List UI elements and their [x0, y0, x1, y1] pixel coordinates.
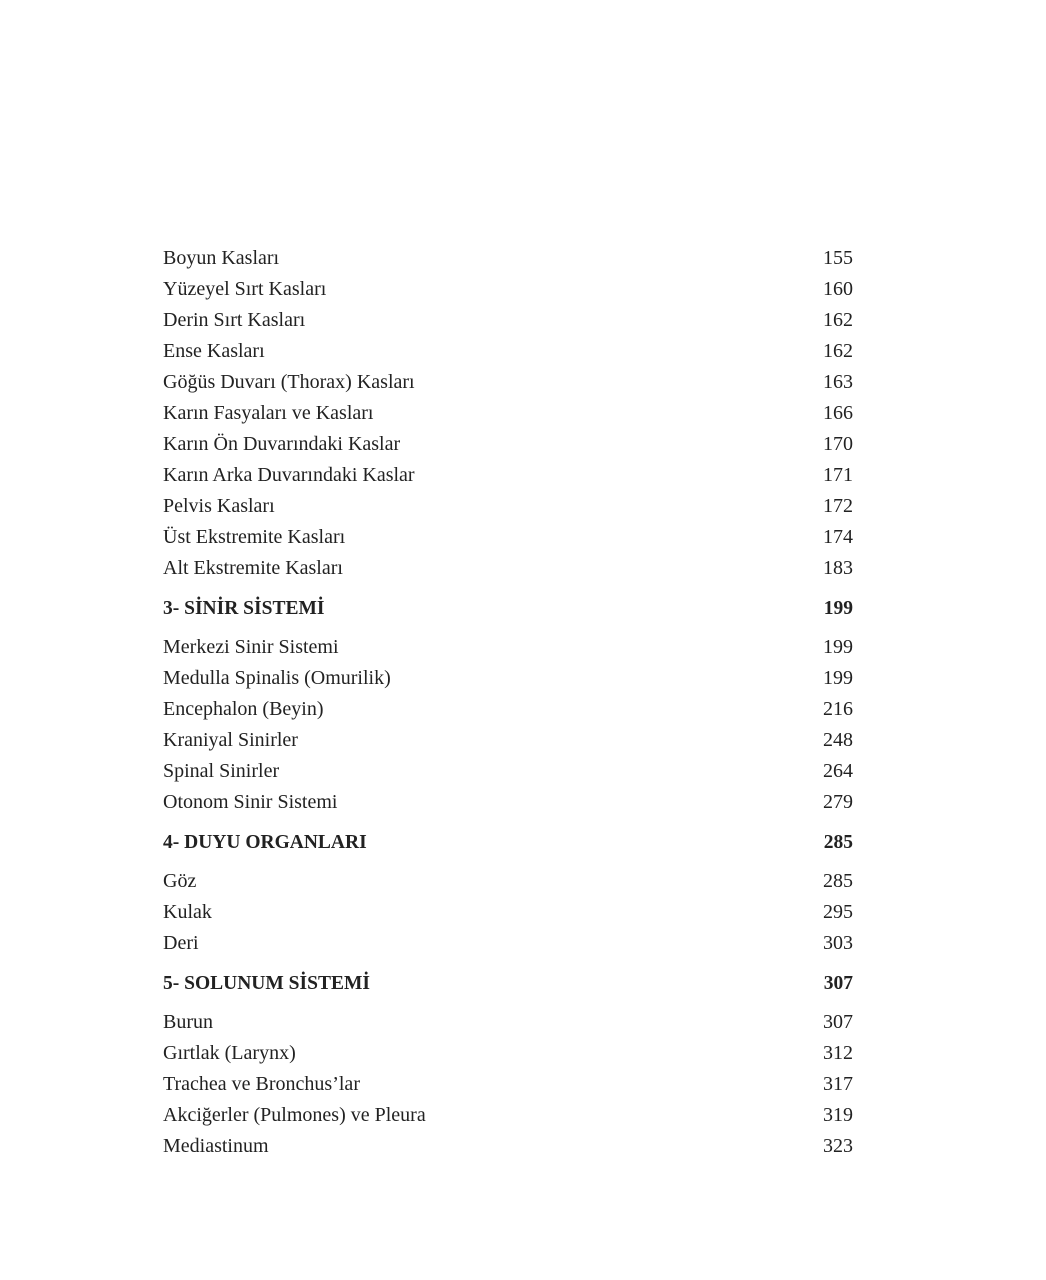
toc-entry-page: 155: [823, 247, 853, 269]
toc-entry: [163, 429, 853, 460]
toc-entry: [163, 725, 853, 756]
toc-entry-page: 323: [823, 1135, 853, 1157]
toc-entry-page: 171: [823, 464, 853, 486]
toc-entry-title: 3- SİNİR SİSTEMİ: [163, 598, 325, 619]
toc-entry: [163, 1038, 853, 1069]
toc-entry: [163, 897, 853, 928]
toc-entry-page: 166: [823, 402, 853, 424]
toc-entry-title: Trachea ve Bronchus’lar: [163, 1073, 360, 1095]
toc-entry-page: 317: [823, 1073, 853, 1095]
toc-entry-title: 5- SOLUNUM SİSTEMİ: [163, 973, 370, 994]
toc-entry-title: 4- DUYU ORGANLARI: [163, 832, 367, 853]
toc-entry-page: 162: [823, 340, 853, 362]
toc-entry: [163, 632, 853, 663]
toc-entry-page: 285: [823, 870, 853, 892]
toc-entry: [163, 274, 853, 305]
toc-entry-title: Encephalon (Beyin): [163, 698, 324, 720]
toc-section-heading: [163, 965, 853, 1003]
toc-entry-title: Spinal Sinirler: [163, 760, 280, 782]
toc-entry-title: Derin Sırt Kasları: [163, 309, 306, 331]
toc-entry-title: Kulak: [163, 901, 212, 923]
toc-entry-page: 312: [823, 1042, 853, 1064]
toc-entry-page: 170: [823, 433, 853, 455]
toc-entry-page: 174: [823, 526, 853, 548]
toc-entry: [163, 491, 853, 522]
toc-entry-title: Karın Arka Duvarındaki Kaslar: [163, 464, 415, 486]
toc-entry-title: Yüzeyel Sırt Kasları: [163, 278, 327, 300]
toc-entry: [163, 787, 853, 818]
toc-entry-title: Gırtlak (Larynx): [163, 1042, 296, 1064]
toc-entry-title: Akciğerler (Pulmones) ve Pleura: [163, 1104, 426, 1126]
toc-entry-page: 303: [823, 932, 853, 954]
toc-entry-title: Göğüs Duvarı (Thorax) Kasları: [163, 371, 415, 393]
toc-entry-page: 199: [823, 667, 853, 689]
toc-entry-page: 307: [823, 973, 853, 994]
toc-entry: [163, 460, 853, 491]
toc-entry-title: Karın Fasyaları ve Kasları: [163, 402, 374, 424]
toc-entry: [163, 243, 853, 274]
toc-entry-page: 285: [823, 832, 853, 853]
toc-entry-title: Deri: [163, 932, 199, 954]
toc-entry: [163, 663, 853, 694]
toc-entry-page: 295: [823, 901, 853, 923]
toc-section-heading: [163, 824, 853, 862]
toc-entry: [163, 866, 853, 897]
toc-entry-page: 199: [823, 636, 853, 658]
toc-entry-page: 183: [823, 557, 853, 579]
toc-entry: [163, 305, 853, 336]
toc-entry-title: Pelvis Kasları: [163, 495, 275, 517]
toc-entry-title: Ense Kasları: [163, 340, 265, 362]
toc-entry-title: Göz: [163, 870, 197, 892]
toc-entry-page: 264: [823, 760, 853, 782]
toc-entry-page: 248: [823, 729, 853, 751]
toc-entry-page: 160: [823, 278, 853, 300]
toc-entry-title: Üst Ekstremite Kasları: [163, 526, 346, 548]
toc-entry-page: 199: [823, 598, 853, 619]
toc-entry: [163, 756, 853, 787]
toc-entry-page: 319: [823, 1104, 853, 1126]
toc-entry: [163, 367, 853, 398]
toc-entry-title: Merkezi Sinir Sistemi: [163, 636, 339, 658]
toc-entry: [163, 1069, 853, 1100]
toc-entry-title: Otonom Sinir Sistemi: [163, 791, 338, 813]
toc-entry-page: 216: [823, 698, 853, 720]
toc-entry-title: Alt Ekstremite Kasları: [163, 557, 343, 579]
toc-entry: [163, 398, 853, 429]
toc-entry: [163, 1007, 853, 1038]
toc-entry-title: Medulla Spinalis (Omurilik): [163, 667, 391, 689]
toc-entry-page: 279: [823, 791, 853, 813]
toc-entry: [163, 553, 853, 584]
toc-entry: [163, 1131, 853, 1162]
toc-entry-page: 163: [823, 371, 853, 393]
toc-entry: [163, 928, 853, 959]
toc-entry-title: Boyun Kasları: [163, 247, 280, 269]
toc-entry-page: 307: [823, 1011, 853, 1033]
toc-entry: [163, 522, 853, 553]
toc-entry-page: 172: [823, 495, 853, 517]
table-of-contents: [163, 243, 853, 1162]
toc-section-heading: [163, 590, 853, 628]
toc-entry: [163, 694, 853, 725]
toc-entry: [163, 1100, 853, 1131]
toc-entry-title: Mediastinum: [163, 1135, 269, 1157]
toc-entry-title: Kraniyal Sinirler: [163, 729, 298, 751]
toc-entry-title: Burun: [163, 1011, 213, 1033]
toc-entry: [163, 336, 853, 367]
toc-entry-page: 162: [823, 309, 853, 331]
toc-entry-title: Karın Ön Duvarındaki Kaslar: [163, 433, 401, 455]
